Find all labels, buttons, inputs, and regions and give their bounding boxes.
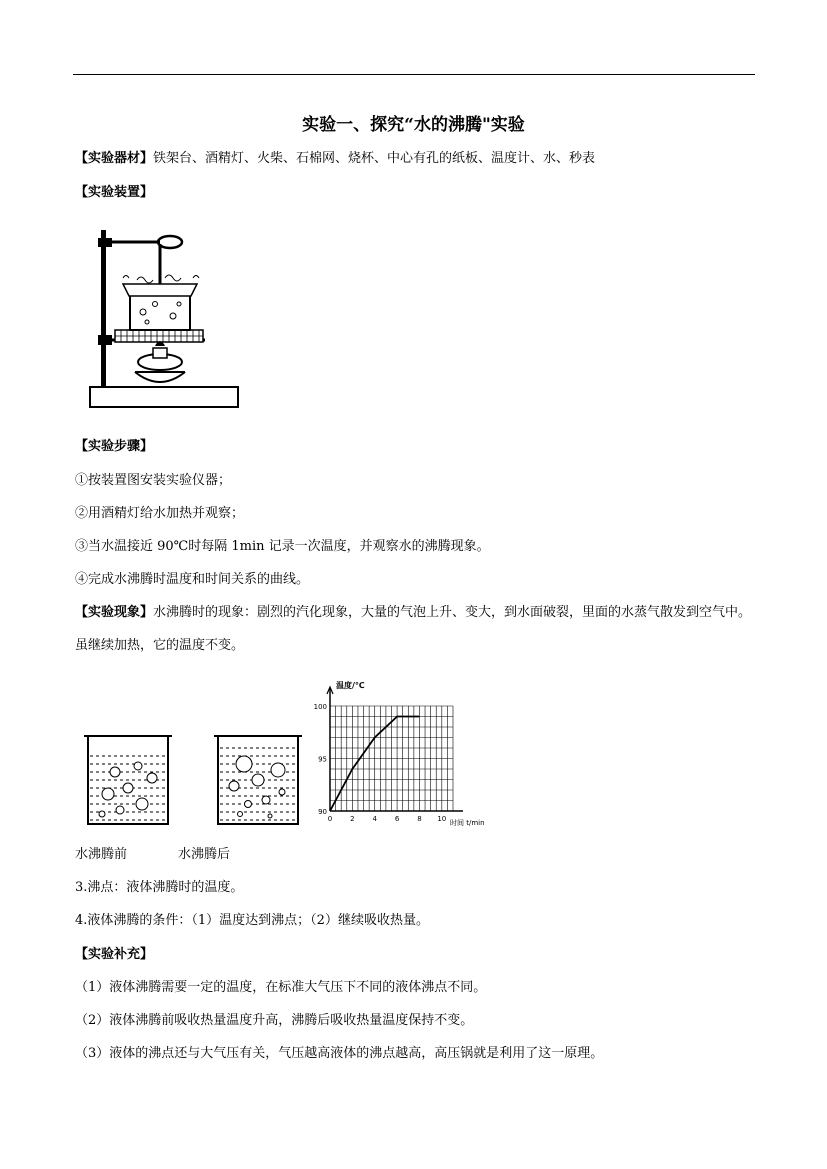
beaker-after-boiling [210, 730, 310, 830]
x-axis-label: 时间 t/min [450, 819, 485, 827]
x-tick-label: 6 [394, 815, 400, 823]
apparatus-label: 【实验装置】 [75, 185, 154, 200]
materials-line [75, 150, 595, 168]
supplement-label: 【实验补充】 [75, 947, 154, 962]
y-tick-label: 95 [318, 755, 327, 764]
materials-text: 铁架台、酒精灯、火柴、石棉网、烧杯、中心有孔的纸板、温度计、水、秒表 [153, 151, 596, 166]
y-tick-label: 100 [313, 703, 327, 711]
apparatus-illustration [85, 222, 245, 412]
supplement-item-3: （3）液体的沸点还与大气压有关，气压越高液体的沸点越高，高压锅就是利用了这一原理。 [75, 1046, 604, 1061]
x-tick-label: 8 [417, 815, 422, 823]
y-axis-label: 温度/℃ [336, 681, 365, 690]
header-rule [73, 74, 755, 75]
x-tick-label: 0 [327, 815, 333, 823]
x-tick-label: 10 [437, 815, 447, 823]
x-tick-label: 4 [372, 815, 377, 823]
page-title: 实验一、探究“水的沸腾"实验 [302, 115, 525, 135]
step-2: ②用酒精灯给水加热并观察； [75, 506, 245, 521]
boiling-curve-chart [308, 676, 493, 836]
beaker-before-boiling [80, 730, 180, 830]
step-3: ③当水温接近 90℃时每隔 1min 记录一次温度，并观察水的沸腾现象。 [75, 539, 490, 554]
phenomenon-paragraph [75, 596, 755, 662]
supplement-item-1: （1）液体沸腾需要一定的温度，在标准大气压下不同的液体沸点不同。 [75, 980, 487, 995]
x-tick-label: 2 [350, 815, 355, 823]
point-boiling-point: 3.沸点：液体沸腾时的温度。 [75, 880, 244, 895]
supplement-item-2: （2）液体沸腾前吸收热量温度升高，沸腾后吸收热量温度保持不变。 [75, 1013, 474, 1028]
phenomenon-text: 水沸腾时的现象：剧烈的汽化现象，大量的气泡上升、变大，到水面破裂，里面的水蒸气散发到空气中。虽继续加热，它的温度不变。 [75, 605, 752, 653]
materials-label: 【实验器材】 [75, 151, 154, 166]
point-boiling-conditions: 4.液体沸腾的条件：（1）温度达到沸点；（2）继续吸收热量。 [75, 913, 429, 928]
caption-after: 水沸腾后 [178, 847, 231, 862]
caption-before: 水沸腾前 [75, 847, 128, 862]
steps-label: 【实验步骤】 [75, 439, 154, 454]
phenomenon-label: 【实验现象】 [75, 605, 154, 620]
y-tick-label: 90 [318, 808, 327, 816]
chart-axes [327, 687, 463, 811]
step-1: ①按装置图安装实验仪器； [75, 473, 232, 488]
step-4: ④完成水沸腾时温度和时间关系的曲线。 [75, 572, 310, 587]
